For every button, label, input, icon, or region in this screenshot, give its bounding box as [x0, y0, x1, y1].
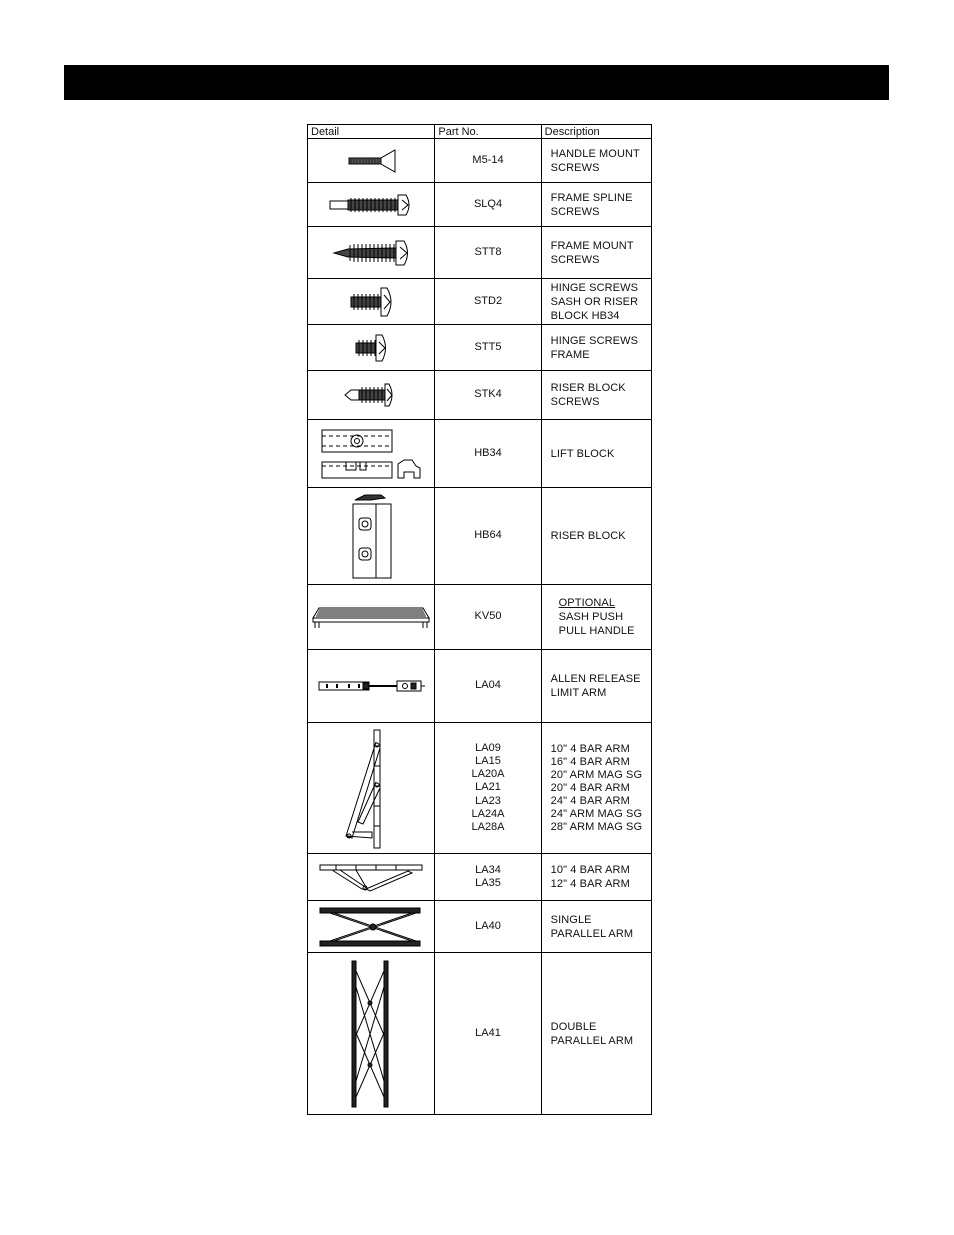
table-row [308, 723, 652, 854]
description-cell [541, 183, 651, 227]
part-number: LA35 [475, 877, 501, 889]
frame-mount-screw-icon [326, 236, 416, 270]
column-header-part-no: Part No. [435, 125, 541, 139]
part-number: LA04 [475, 679, 501, 692]
part-number-cell [435, 371, 541, 420]
detail-cell [308, 723, 435, 854]
description-line: FRAME MOUNT [550, 239, 634, 252]
column-header-detail: Detail [308, 125, 435, 139]
short-hinge-screw-icon [346, 332, 396, 364]
part-number: LA20A [471, 768, 505, 781]
description-line: BLOCK HB34 [550, 309, 620, 322]
hinge-screw-icon [341, 285, 401, 319]
description-cell [541, 953, 651, 1115]
description-cell [541, 371, 651, 420]
detail-cell [308, 227, 435, 279]
lift-block-icon [316, 426, 426, 482]
description-line: 16" 4 BAR ARM [550, 755, 630, 768]
description-line: RISER BLOCK [550, 530, 626, 542]
detail-cell [308, 901, 435, 953]
table-row [308, 325, 652, 371]
part-number-cell [435, 953, 541, 1115]
description-line: 20" ARM MAG SG [550, 768, 643, 781]
description-line: HANDLE MOUNT [550, 147, 640, 160]
table-row [308, 650, 652, 723]
table-row [308, 901, 652, 953]
description-line: 10" 4 BAR ARM [550, 742, 630, 755]
single-parallel-arm-icon [316, 905, 426, 949]
description-line: 24" ARM MAG SG [550, 807, 643, 820]
description-cell [541, 488, 651, 585]
detail-cell [308, 854, 435, 901]
flat-head-screw-icon [341, 146, 401, 176]
table-row [308, 371, 652, 420]
part-number: LA24A [471, 807, 505, 820]
description-line: OPTIONAL [558, 597, 616, 609]
description-line: 24" 4 BAR ARM [550, 794, 630, 807]
table-row [308, 227, 652, 279]
part-number: KV50 [474, 610, 502, 623]
detail-cell [308, 420, 435, 488]
description-line: RISER BLOCK [550, 382, 626, 394]
detail-cell [308, 139, 435, 183]
part-number: STK4 [474, 388, 502, 401]
part-number: STD2 [473, 294, 503, 307]
description-line: 12" 4 BAR ARM [550, 878, 630, 890]
part-number: LA28A [471, 821, 505, 833]
description-line: SCREWS [550, 205, 600, 218]
part-number-cell [435, 183, 541, 227]
hardware-parts-table [307, 124, 652, 1115]
description-cell [541, 139, 651, 183]
detail-cell [308, 325, 435, 371]
description-cell [541, 325, 651, 371]
section-header-bar [64, 65, 889, 100]
part-number: LA41 [475, 1026, 501, 1039]
detail-cell [308, 371, 435, 420]
description-line: PARALLEL ARM [550, 1034, 634, 1047]
table-row [308, 585, 652, 650]
description-line: FRAME [550, 348, 590, 361]
description-line: LIFT BLOCK [550, 447, 615, 460]
description-cell [541, 585, 651, 650]
table-header-row [308, 125, 652, 139]
push-pull-handle-icon [309, 602, 433, 632]
table-row [308, 488, 652, 585]
description-cell [541, 420, 651, 488]
detail-cell [308, 183, 435, 227]
part-number-cell [435, 650, 541, 723]
part-number: SLQ4 [473, 197, 503, 210]
short-four-bar-arm-icon [316, 859, 426, 895]
description-line: PULL HANDLE [558, 625, 635, 637]
part-number: STT8 [474, 245, 502, 258]
detail-cell [308, 488, 435, 585]
part-number-cell [435, 488, 541, 585]
part-number: LA34 [475, 863, 501, 876]
description-cell [541, 227, 651, 279]
self-drilling-screw-icon [341, 380, 401, 410]
description-line: 20" 4 BAR ARM [550, 781, 630, 794]
column-header-description: Description [541, 125, 651, 139]
description-line: PARALLEL ARM [550, 927, 634, 940]
double-parallel-arm-icon [346, 957, 396, 1111]
description-line: SASH OR RISER [550, 295, 639, 308]
detail-cell [308, 585, 435, 650]
table-row [308, 279, 652, 325]
part-number-cell [435, 227, 541, 279]
description-line: SCREWS [550, 253, 600, 266]
part-number: LA21 [475, 781, 501, 794]
limit-arm-icon [315, 676, 427, 696]
description-line: HINGE SCREWS [550, 334, 639, 347]
description-cell [541, 650, 651, 723]
description-cell [541, 854, 651, 901]
part-number-cell [435, 901, 541, 953]
description-line: HINGE SCREWS [550, 281, 639, 294]
part-number-cell [435, 585, 541, 650]
description-line: DOUBLE [550, 1020, 597, 1033]
detail-cell [308, 953, 435, 1115]
detail-cell [308, 279, 435, 325]
description-cell [541, 723, 651, 854]
four-bar-arm-icon [336, 726, 406, 850]
part-number-cell [435, 325, 541, 371]
description-line: ALLEN RELEASE [550, 673, 641, 685]
part-number: LA09 [475, 741, 501, 754]
table-row [308, 953, 652, 1115]
table-row [308, 183, 652, 227]
riser-block-icon [341, 492, 401, 580]
description-line: FRAME SPLINE [550, 191, 633, 204]
part-number: LA40 [475, 919, 501, 932]
detail-cell [308, 650, 435, 723]
part-number: LA23 [475, 794, 501, 807]
description-cell [541, 279, 651, 325]
part-number-cell [435, 420, 541, 488]
part-number: M5-14 [472, 153, 504, 166]
part-number-cell [435, 854, 541, 901]
part-number: HB64 [474, 529, 502, 542]
description-line: LIMIT ARM [550, 687, 607, 699]
table-row [308, 854, 652, 901]
table-row [308, 139, 652, 183]
part-number: HB34 [474, 446, 502, 459]
description-line: SCREWS [550, 161, 600, 174]
description-cell [541, 901, 651, 953]
part-number-cell [435, 723, 541, 854]
description-line: 28" ARM MAG SG [550, 820, 643, 833]
description-line: SASH PUSH [558, 611, 624, 623]
part-number: LA15 [475, 754, 501, 767]
part-number-cell [435, 139, 541, 183]
description-line: SINGLE [550, 913, 592, 926]
part-number: STT5 [474, 340, 502, 353]
table-row [308, 420, 652, 488]
description-line: 10" 4 BAR ARM [550, 864, 630, 876]
part-number-cell [435, 279, 541, 325]
description-line: SCREWS [550, 396, 600, 408]
frame-spline-screw-icon [326, 190, 416, 220]
